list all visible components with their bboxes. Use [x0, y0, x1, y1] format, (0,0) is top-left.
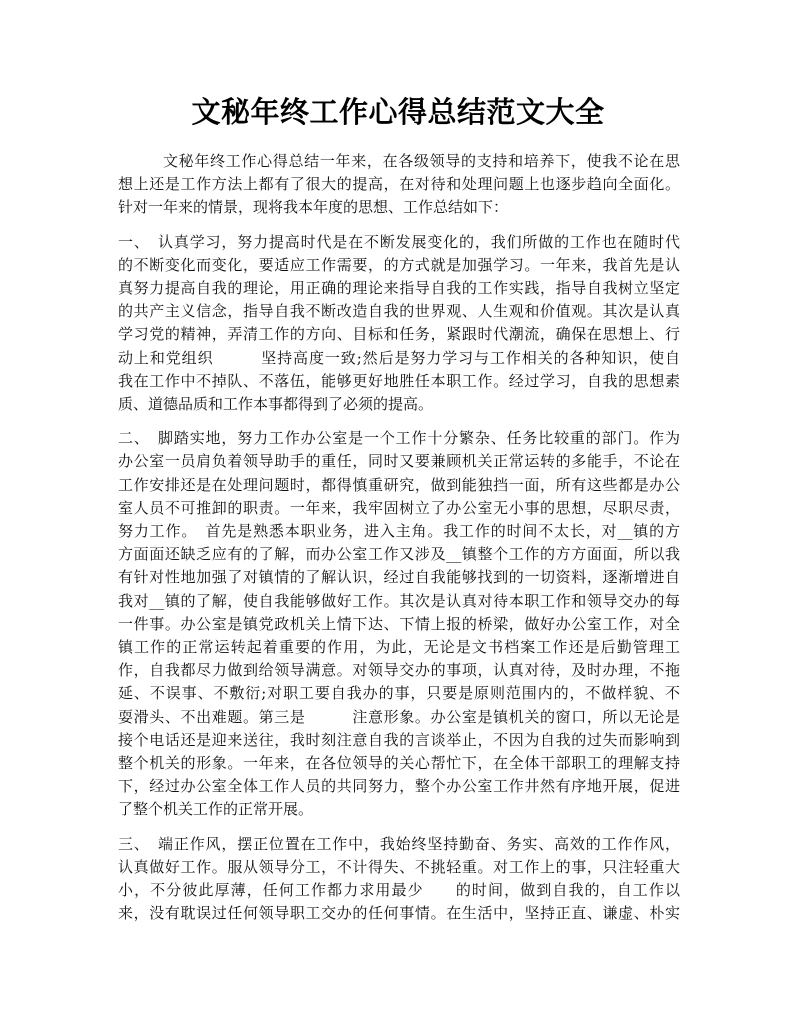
- body-line: 真努力提高自我的理论，用正确的理论来指导自我的工作实践，指导自我树立坚定: [118, 279, 680, 297]
- body-line: 办公室一员肩负着领导助手的重任，同时又要兼顾机关正常运转的多能手，不论在: [118, 452, 680, 470]
- body-line: 我对__镇的了解，使自我能够做好工作。其次是认真对待本职工作和领导交办的每: [118, 592, 680, 610]
- body-line: 来，没有耽误过任何领导职工交办的任何事情。在生活中，坚持正直、谦虚、朴实: [118, 904, 680, 922]
- body-line: 工作安排还是在处理问题时，都得慎重研究，做到能独挡一面，所有这些都是办公: [118, 476, 680, 494]
- body-line: 针对一年来的情景，现将我本年度的思想、工作总结如下：: [118, 198, 509, 216]
- document-title: 文秘年终工作心得总结范文大全: [191, 95, 605, 129]
- body-line: 努力工作。 首先是熟悉本职业务，进入主角。我工作的时间不太长，对__镇的方: [118, 522, 680, 540]
- body-line: 耍滑头、不出难题。第三是 注意形象。办公室是镇机关的窗口，所以无论是: [118, 708, 680, 726]
- body-line: 整个机关的形象。一年来，在各位领导的关心帮忙下，在全体干部职工的理解支持: [118, 754, 680, 772]
- body-line: 三、 端正作风，摆正位置在工作中，我始终坚持勤奋、务实、高效的工作作风，: [118, 835, 680, 853]
- body-line: 了整个机关工作的正常开展。: [118, 800, 314, 818]
- body-line: 小，不分彼此厚薄，任何工作都力求用最少 的时间，做到自我的，自工作以: [118, 881, 680, 899]
- body-line: 认真做好工作。服从领导分工，不计得失、不挑轻重。对工作上的事，只注轻重大: [118, 858, 680, 876]
- body-line: 的共产主义信念，指导自我不断改造自我的世界观、人生观和价值观。其次是认真: [118, 302, 680, 320]
- body-line: 作，自我都尽力做到给领导满意。对领导交办的事项，认真对待，及时办理，不拖: [118, 661, 680, 679]
- body-line: 镇工作的正常运转起着重要的作用，为此，无论是文书档案工作还是后勤管理工: [118, 638, 680, 656]
- body-line: 方面面还缺乏应有的了解，而办公室工作又涉及__镇整个工作的方方面面，所以我: [118, 545, 680, 563]
- body-line: 质、道德品质和工作本事都得到了必须的提高。: [118, 395, 434, 413]
- body-line: 室人员不可推卸的职责。一年来，我牢固树立了办公室无小事的思想，尽职尽责，: [118, 499, 680, 517]
- body-line: 接个电话还是迎来送往，我时刻注意自我的言谈举止，不因为自我的过失而影响到: [118, 731, 680, 749]
- body-line: 下，经过办公室全体工作人员的共同努力，整个办公室工作井然有序地开展，促进: [118, 777, 680, 795]
- body-line: 一件事。办公室是镇党政机关上情下达、下情上报的桥梁，做好办公室工作，对全: [118, 615, 680, 633]
- body-line: 我在工作中不掉队、不落伍，能够更好地胜任本职工作。经过学习，自我的思想素: [118, 372, 680, 390]
- body-line: 延、不误事、不敷衍;对职工要自我办的事，只要是原则范围内的，不做样貌、不: [118, 684, 680, 702]
- body-line: 有针对性地加强了对镇情的了解认识，经过自我能够找到的一切资料，逐渐增进自: [118, 568, 680, 586]
- body-line: 一、 认真学习，努力提高时代是在不断发展变化的，我们所做的工作也在随时代: [118, 233, 680, 251]
- body-line: 二、 脚踏实地，努力工作办公室是一个工作十分繁杂、任务比较重的部门。作为: [118, 429, 680, 447]
- body-line: 的不断变化而变化，要适应工作需要，的方式就是加强学习。一年来，我首先是认: [118, 256, 680, 274]
- body-line: 动上和党组织 坚持高度一致;然后是努力学习与工作相关的各种知识，使自: [118, 349, 680, 367]
- body-line: 文秘年终工作心得总结一年来，在各级领导的支持和培养下，使我不论在思: [163, 152, 680, 170]
- body-line: 想上还是工作方法上都有了很大的提高，在对待和处理问题上也逐步趋向全面化。: [118, 175, 680, 193]
- body-line: 学习党的精神，弄清工作的方向、目标和任务，紧跟时代潮流，确保在思想上、行: [118, 325, 680, 343]
